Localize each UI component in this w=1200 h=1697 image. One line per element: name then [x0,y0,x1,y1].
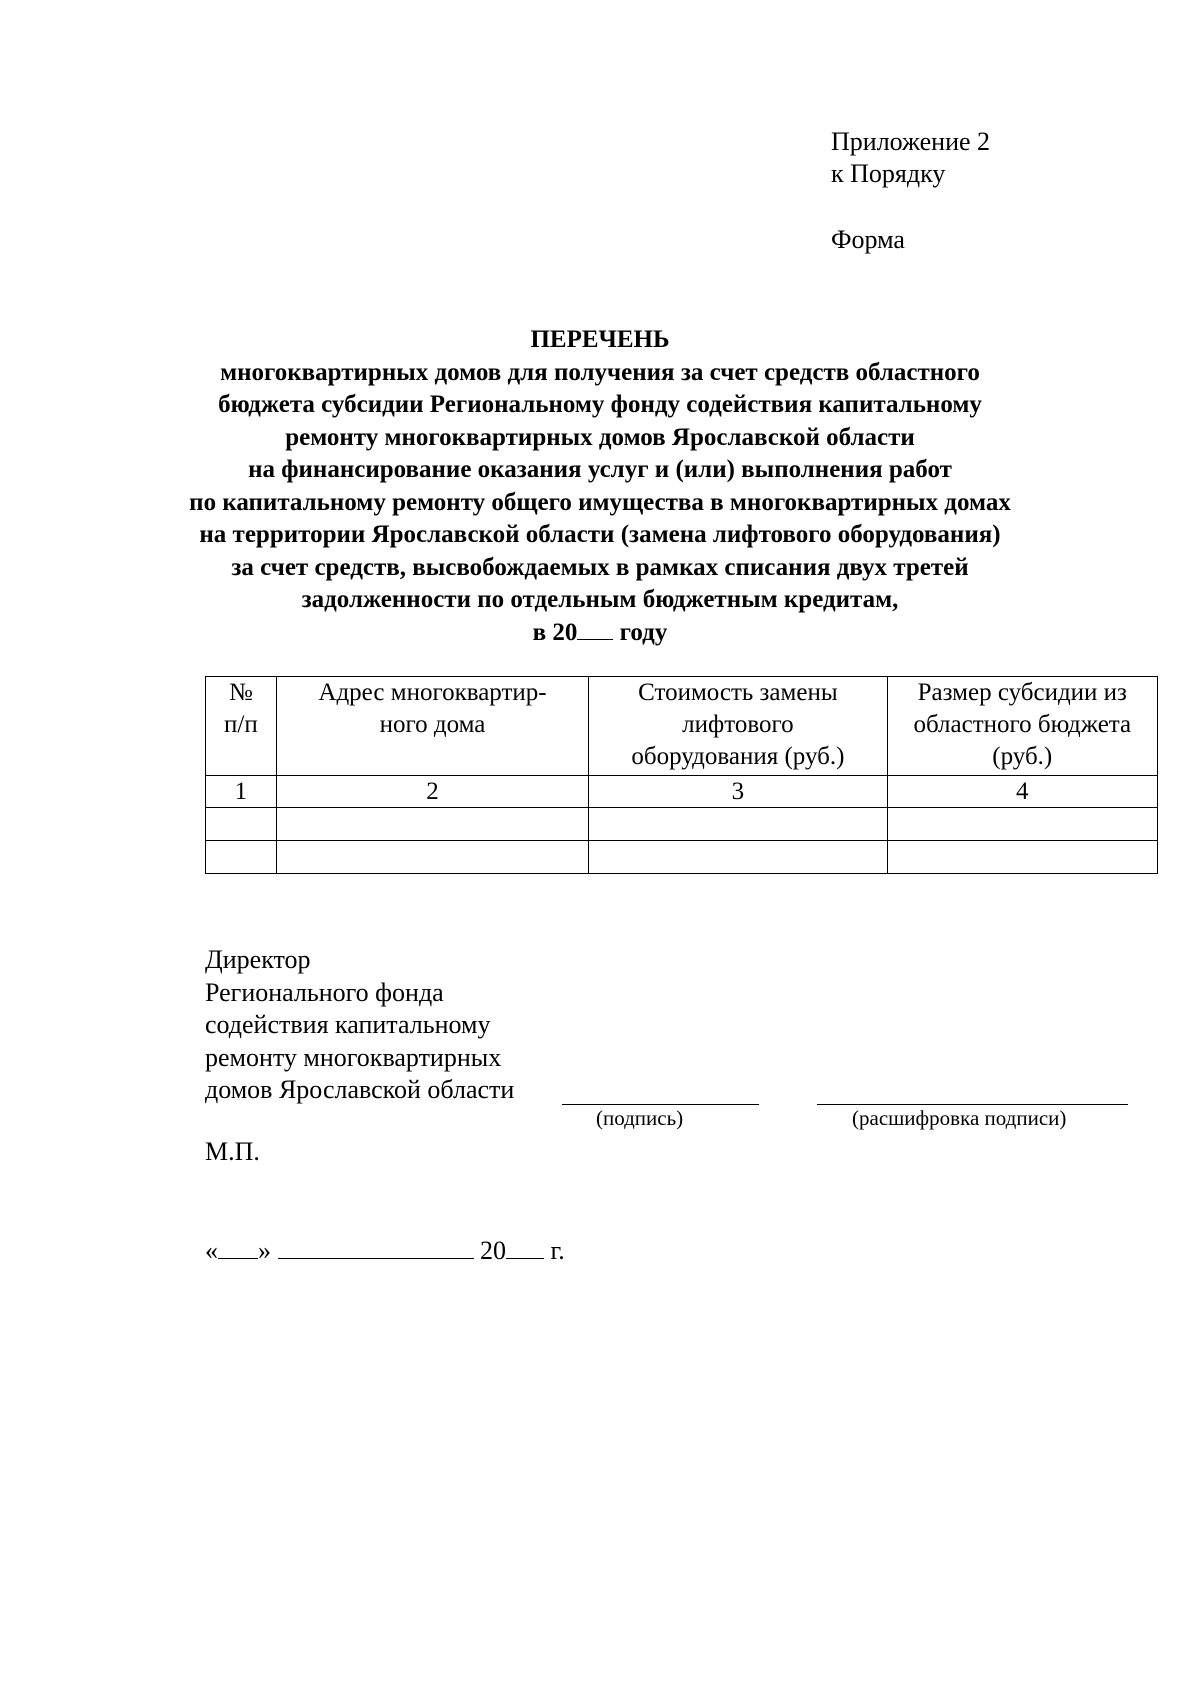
director-line: содействия капитальному [205,1010,491,1039]
header-text: областного бюджета [913,711,1132,738]
table-cell[interactable] [589,841,887,874]
table-cell[interactable] [276,841,588,874]
day-blank[interactable] [218,1236,258,1259]
title-line: на территории Ярославской области (замена лифтового оборудования) [199,521,1001,548]
header-text: оборудования (руб.) [631,743,845,770]
title-heading: ПЕРЕЧЕНЬ [530,326,670,353]
decryption-caption: (расшифровка подписи) [852,1106,1067,1130]
date-year-blank[interactable] [506,1236,544,1259]
date-close-quote: » [258,1236,271,1265]
date-year-suffix: г. [550,1236,565,1265]
header-text: № [228,679,253,706]
form-label: Форма [831,225,905,254]
header-text: п/п [224,711,258,738]
header-text: Стоимость замены [638,679,838,706]
column-number-row [206,776,1158,808]
header-cell-subsidy [887,677,1157,776]
table-row [206,841,1158,874]
table-cell[interactable] [887,841,1157,874]
director-block [205,944,514,1107]
title-line: за счет средств, высвобождаемых в рамках списания двух третей [231,553,969,581]
table-cell[interactable] [206,808,277,841]
header-cell-number [206,677,277,776]
column-number: 2 [276,776,588,808]
title-line: на финансирование оказания услуг и (или) выполнения работ [248,456,952,483]
header-text: Размер субсидии из [917,679,1127,706]
header-text: (руб.) [992,743,1053,770]
appendix-number: Приложение 2 [831,127,991,156]
director-line: ремонту многоквартирных [205,1042,502,1072]
year-prefix: в 20 [532,618,578,646]
title-line: задолженности по отдельным бюджетным кредитам, [301,586,899,613]
header-cell-cost [589,677,887,776]
table-cell[interactable] [887,808,1157,841]
table-cell[interactable] [276,808,588,841]
appendix-order: к Порядку [831,159,946,188]
header-text: Адрес многоквартир- [318,679,547,706]
table-cell[interactable] [589,808,887,841]
title-line: по капитальному ремонту общего имущества в многоквартирных домах [189,488,1011,516]
director-line: домов Ярославской области [205,1075,515,1104]
date-year-prefix: 20 [480,1236,506,1265]
director-line: Директор [205,945,311,974]
title-year-line [150,617,1050,650]
table-row [206,808,1158,841]
title-line: бюджета субсидии Региональному фонду содействия капитальному [218,391,982,418]
houses-table [205,676,1158,874]
signature-caption: (подпись) [596,1106,684,1130]
header-text: ного дома [379,711,486,738]
column-number: 4 [887,776,1157,808]
appendix-reference [831,126,990,190]
table-cell[interactable] [206,841,277,874]
stamp-placeholder: М.П. [205,1137,260,1166]
table-header-row [206,677,1158,776]
year-blank[interactable] [577,619,613,640]
month-blank[interactable] [278,1236,474,1259]
year-suffix: году [613,618,668,646]
title-line: многоквартирных домов для получения за счет средств областного [220,358,980,386]
date-open-quote: « [205,1236,218,1265]
column-number: 1 [206,776,277,808]
title-line: ремонту многоквартирных домов Ярославской области [285,423,915,451]
director-line: Регионального фонда [205,977,444,1007]
date-line [205,1235,565,1267]
document-title [150,324,1050,649]
header-text: лифтового [682,711,794,738]
header-cell-address [276,677,588,776]
column-number: 3 [589,776,887,808]
